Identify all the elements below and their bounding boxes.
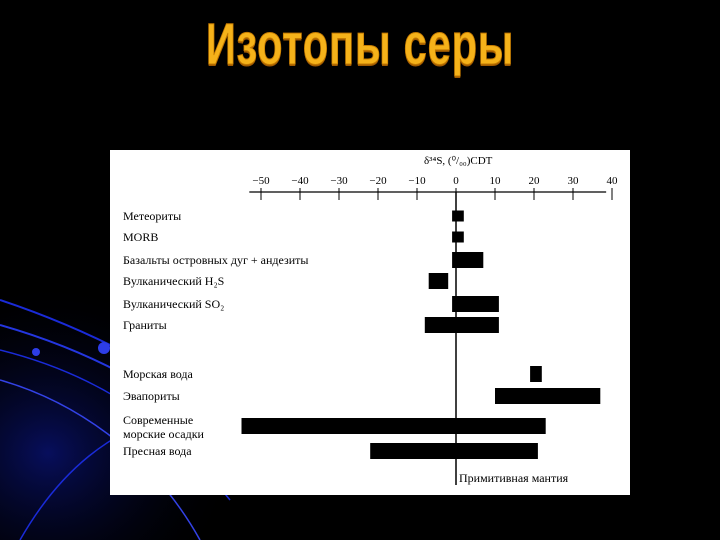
reference-line-label: Примитивная мантия xyxy=(459,471,569,485)
slide-title: Изотопы серы xyxy=(205,12,515,77)
x-tick-label: −30 xyxy=(330,175,348,187)
chart-panel xyxy=(110,150,630,495)
range-bar xyxy=(452,211,464,222)
range-bar xyxy=(425,317,499,333)
range-bar xyxy=(370,443,538,459)
x-axis-title: δ³⁴S, (⁰/₀₀)CDT xyxy=(424,155,493,167)
category-label: Граниты xyxy=(123,318,167,332)
category-label: Метеориты xyxy=(123,209,182,223)
category-label: MORB xyxy=(123,230,159,244)
range-bar xyxy=(452,252,483,268)
range-bar xyxy=(242,418,546,434)
x-tick-label: 0 xyxy=(453,175,459,187)
decor-dot xyxy=(32,348,40,356)
x-tick-label: 30 xyxy=(567,175,579,187)
range-bar xyxy=(530,366,542,382)
x-tick-label: −20 xyxy=(369,175,387,187)
x-tick-label: 20 xyxy=(528,175,540,187)
bars xyxy=(242,211,601,460)
decor-dot xyxy=(98,342,110,354)
category-label: Вулканический SO₂ xyxy=(123,297,225,311)
category-label: Базальты островных дуг + андезиты xyxy=(123,253,309,267)
x-tick-label: 10 xyxy=(489,175,501,187)
category-label: Пресная вода xyxy=(123,444,192,458)
x-tick-label: −40 xyxy=(291,175,309,187)
range-bar xyxy=(452,232,464,243)
category-label: Вулканический H₂S xyxy=(123,274,225,288)
category-label: морские осадки xyxy=(123,427,204,441)
range-bar xyxy=(495,388,600,404)
range-bar xyxy=(452,296,499,312)
x-tick-label: −50 xyxy=(252,175,270,187)
category-label: Современные xyxy=(123,413,194,427)
range-bar xyxy=(429,273,449,289)
x-tick-label: −10 xyxy=(408,175,426,187)
x-tick-label: 40 xyxy=(606,175,618,187)
category-label: Эвапориты xyxy=(123,389,180,403)
category-label: Морская вода xyxy=(123,367,193,381)
range-chart xyxy=(110,150,630,495)
